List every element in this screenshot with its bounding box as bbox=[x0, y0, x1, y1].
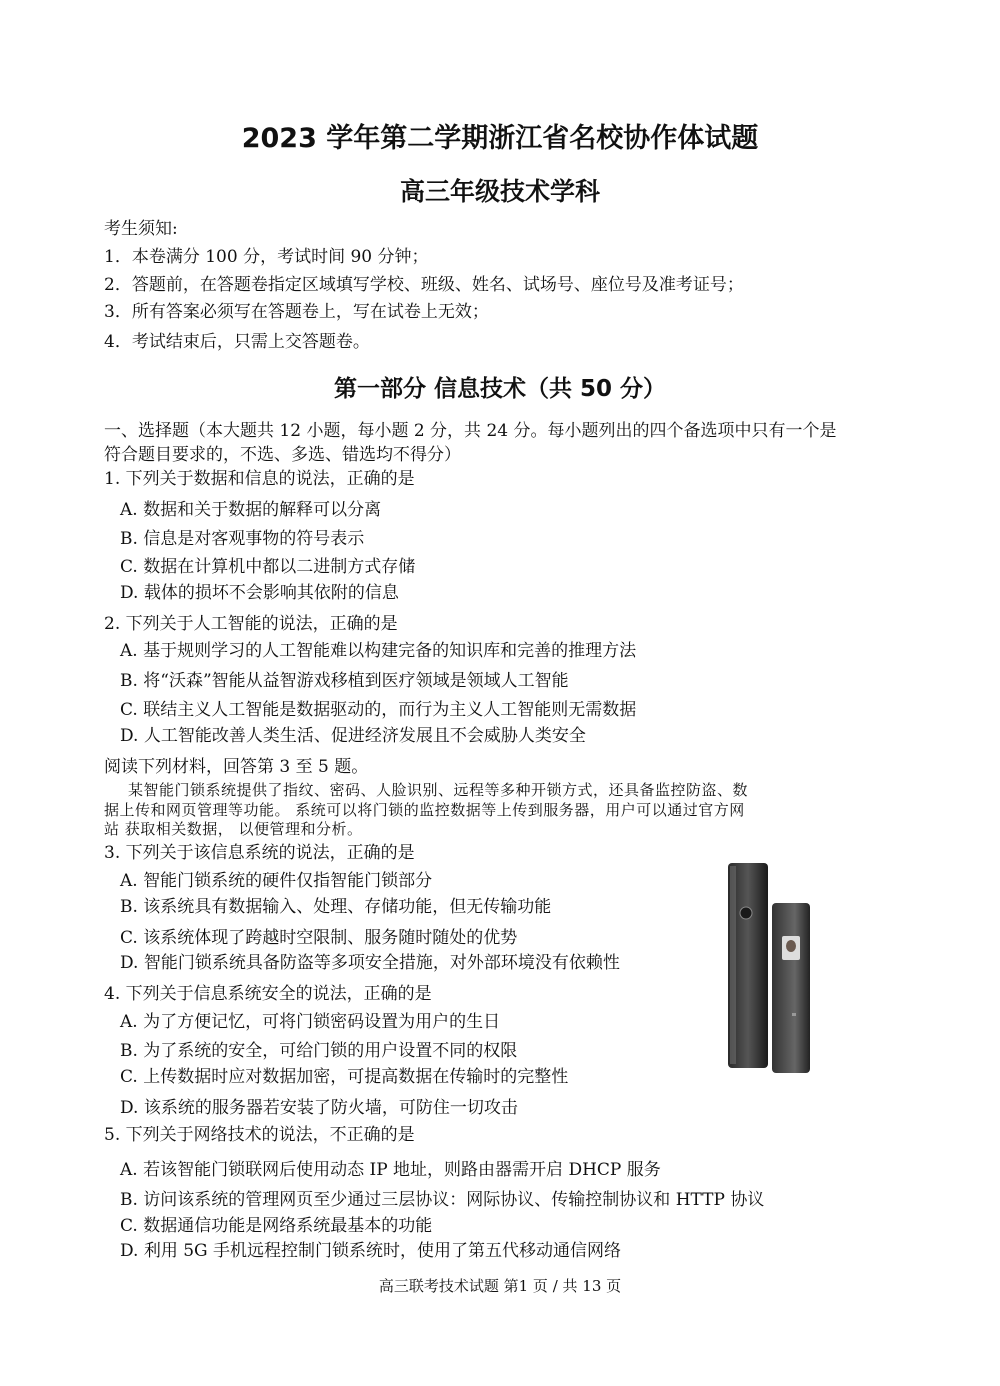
question-stem: 5. 下列关于网络技术的说法，不正确的是 bbox=[104, 1125, 415, 1145]
option-b: B. 该系统具有数据输入、处理、存储功能，但无传输功能 bbox=[120, 897, 552, 917]
option-a: A. 为了方便记忆，可将门锁密码设置为用户的生日 bbox=[120, 1012, 501, 1032]
notice-item: 3．所有答案必须写在答题卷上，写在试卷上无效； bbox=[104, 302, 489, 322]
question-stem: 2. 下列关于人工智能的说法，正确的是 bbox=[104, 614, 398, 634]
option-c: C. 上传数据时应对数据加密，可提高数据在传输时的完整性 bbox=[120, 1067, 569, 1087]
option-c: C. 数据在计算机中都以二进制方式存储 bbox=[120, 557, 416, 577]
option-a: A. 数据和关于数据的解释可以分离 bbox=[120, 500, 382, 520]
question-stem: 1. 下列关于数据和信息的说法，正确的是 bbox=[104, 469, 415, 489]
option-d: D. 利用 5G 手机远程控制门锁系统时，使用了第五代移动通信网络 bbox=[120, 1241, 622, 1261]
option-b: B. 访问该系统的管理网页至少通过三层协议：网际协议、传输控制协议和 HTTP 协议 bbox=[120, 1190, 765, 1210]
option-a: A. 智能门锁系统的硬件仅指智能门锁部分 bbox=[120, 871, 433, 891]
page-footer: 高三联考技术试题 第1 页 / 共 13 页 bbox=[378, 1277, 622, 1295]
notice-item: 1．本卷满分 100 分，考试时间 90 分钟； bbox=[104, 247, 429, 267]
reading-text: 站 获取相关数据， 以便管理和分析。 bbox=[104, 820, 363, 838]
option-c: C. 数据通信功能是网络系统最基本的功能 bbox=[120, 1216, 433, 1236]
option-c: C. 该系统体现了跨越时空限制、服务随时随处的优势 bbox=[120, 928, 518, 948]
reading-intro: 阅读下列材料，回答第 3 至 5 题。 bbox=[104, 757, 369, 777]
section-instruction: 一、选择题（本大题共 12 小题，每小题 2 分，共 24 分。每小题列出的四个备选项中只有一个是 bbox=[104, 421, 837, 441]
question-stem: 4. 下列关于信息系统安全的说法，正确的是 bbox=[104, 984, 432, 1004]
section-instruction: 符合题目要求的，不选、多选、错选均不得分） bbox=[104, 445, 461, 465]
reading-text: 某智能门锁系统提供了指纹、密码、人脸识别、远程等多种开锁方式，还具备监控防盗、数 bbox=[128, 781, 749, 799]
exam-title: 2023 学年第二学期浙江省名校协作体试题 bbox=[241, 123, 759, 154]
option-b: B. 信息是对客观事物的符号表示 bbox=[120, 529, 365, 549]
option-a: A. 若该智能门锁联网后使用动态 IP 地址，则路由器需开启 DHCP 服务 bbox=[120, 1160, 661, 1180]
option-d: D. 该系统的服务器若安装了防火墙，可防住一切攻击 bbox=[120, 1098, 518, 1118]
option-d: D. 载体的损坏不会影响其依附的信息 bbox=[120, 583, 399, 603]
part-title: 第一部分 信息技术（共 50 分） bbox=[333, 376, 667, 402]
option-d: D. 人工智能改善人类生活、促进经济发展且不会威胁人类安全 bbox=[120, 726, 586, 746]
exam-subtitle: 高三年级技术学科 bbox=[399, 177, 600, 206]
option-d: D. 智能门锁系统具备防盗等多项安全措施，对外部环境没有依赖性 bbox=[120, 953, 620, 973]
question-stem: 3. 下列关于该信息系统的说法，正确的是 bbox=[104, 843, 415, 863]
smart-lock-image bbox=[720, 858, 840, 1073]
option-a: A. 基于规则学习的人工智能难以构建完备的知识库和完善的推理方法 bbox=[120, 641, 637, 661]
notice-item: 2．答题前，在答题卷指定区域填写学校、班级、姓名、试场号、座位号及准考证号； bbox=[104, 275, 744, 295]
option-c: C. 联结主义人工智能是数据驱动的，而行为主义人工智能则无需数据 bbox=[120, 700, 637, 720]
option-b: B. 为了系统的安全，可给门锁的用户设置不同的权限 bbox=[120, 1041, 518, 1061]
option-b: B. 将“沃森”智能从益智游戏移植到医疗领域是领域人工智能 bbox=[120, 671, 569, 691]
reading-text: 据上传和网页管理等功能。 系统可以将门锁的监控数据等上传到服务器，用户可以通过官方网 bbox=[104, 801, 745, 819]
notice-item: 4．考试结束后，只需上交答题卷。 bbox=[104, 332, 370, 352]
notice-heading: 考生须知: bbox=[104, 219, 178, 239]
